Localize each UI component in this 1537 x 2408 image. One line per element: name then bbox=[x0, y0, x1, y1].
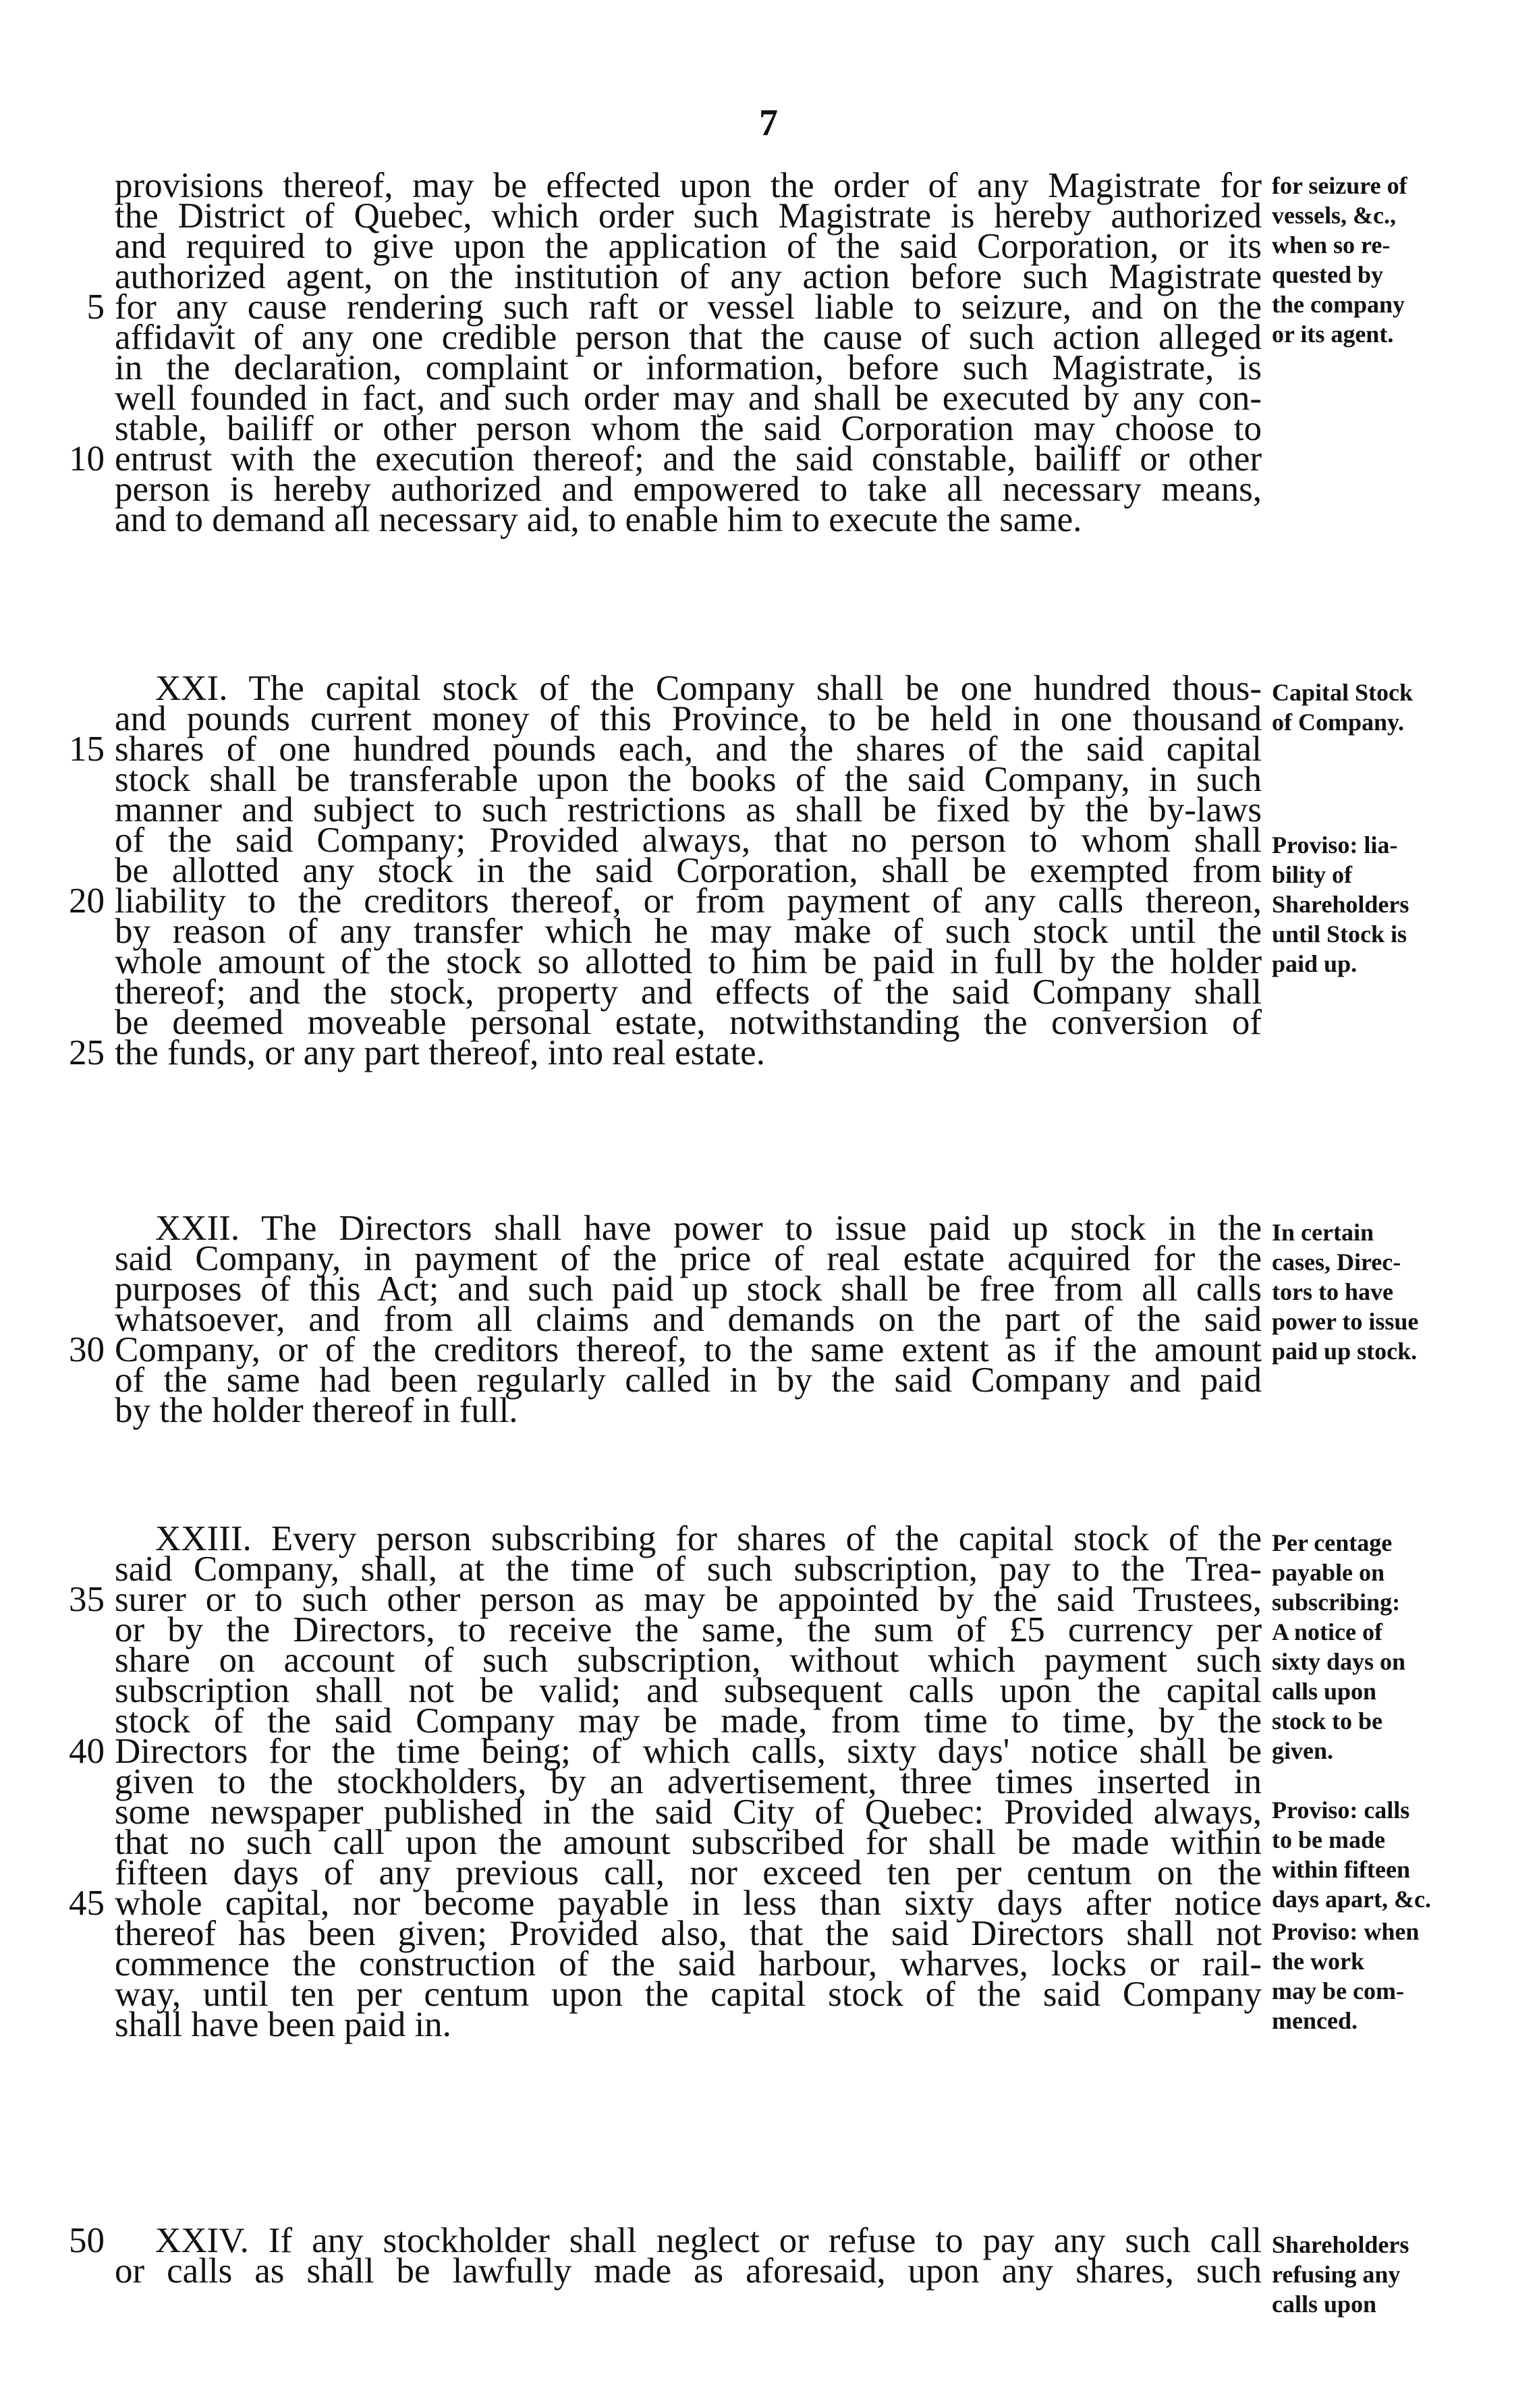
margin-note-line: when so re- bbox=[1272, 231, 1391, 258]
margin-note-line: may be com- bbox=[1272, 1977, 1404, 2004]
text-line: Company, or of the creditors thereof, to the same extent as if the amount bbox=[115, 1330, 1262, 1369]
text-line: be allotted any stock in the said Corporation, shall be exempted from bbox=[115, 851, 1262, 890]
text-line: of the same had been regularly called in by the said Company and paid bbox=[115, 1361, 1262, 1400]
text-line: whole amount of the stock so allotted to him be paid in full by the holder bbox=[115, 942, 1262, 981]
text-line: said Company, in payment of the price of real estate acquired for the bbox=[115, 1239, 1262, 1278]
text-line: authorized agent, on the institution of any action before such Magistrate bbox=[115, 257, 1262, 296]
margin-note-line: power to issue bbox=[1272, 1308, 1419, 1335]
line-number: 20 bbox=[69, 881, 105, 921]
margin-note-line: within fifteen bbox=[1272, 1856, 1410, 1883]
text-line: by reason of any transfer which he may make of such stock until the bbox=[115, 912, 1262, 951]
text-line: and to demand all necessary aid, to enable him to execute the same. bbox=[115, 500, 1082, 539]
line-number: 45 bbox=[69, 1884, 105, 1923]
margin-note-line: paid up. bbox=[1272, 950, 1358, 977]
text-line: whole capital, nor become payable in less than sixty days after notice bbox=[115, 1884, 1262, 1923]
margin-note-line: calls upon bbox=[1272, 1678, 1377, 1705]
margin-note-line: Capital Stock bbox=[1272, 679, 1414, 706]
text-line: manner and subject to such restrictions as shall be fixed by the by-laws bbox=[115, 790, 1262, 829]
margin-note-line: subscribing: bbox=[1272, 1589, 1401, 1616]
text-line: XXI. The capital stock of the Company shall be one hundred thous- bbox=[155, 669, 1262, 708]
text-line: affidavit of any one credible person that the cause of such action alleged bbox=[115, 318, 1262, 357]
text-line: in the declaration, complaint or information, before such Magistrate, is bbox=[115, 348, 1262, 387]
text-line: the funds, or any part thereof, into real estate. bbox=[115, 1033, 765, 1072]
margin-note-line: the work bbox=[1272, 1948, 1364, 1975]
text-line: said Company, shall, at the time of such subscription, pay to the Trea- bbox=[115, 1550, 1262, 1589]
margin-note-line: Proviso: when bbox=[1272, 1918, 1420, 1945]
text-line: thereof has been given; Provided also, that the said Directors shall not bbox=[115, 1914, 1262, 1953]
margin-note-line: bility of bbox=[1272, 861, 1353, 888]
margin-note-line: or its agent. bbox=[1272, 321, 1394, 348]
margin-note-line: vessels, &c., bbox=[1272, 202, 1396, 229]
margin-note-line: to be made bbox=[1272, 1826, 1385, 1853]
text-line: well founded in fact, and such order may and shall be executed by any con- bbox=[115, 379, 1262, 418]
text-line: stock of the said Company may be made, from time to time, by the bbox=[115, 1701, 1262, 1741]
margin-note-line: Per centage bbox=[1272, 1529, 1393, 1556]
margin-note bbox=[1272, 830, 1528, 979]
margin-note-line: Shareholders bbox=[1272, 891, 1409, 918]
margin-note bbox=[1272, 1528, 1528, 1766]
text-line: the District of Quebec, which order such Magistrate is hereby authorized bbox=[115, 196, 1262, 236]
margin-note-line: payable on bbox=[1272, 1559, 1385, 1586]
text-line: for any cause rendering such raft or vessel liable to seizure, and on the bbox=[115, 288, 1262, 327]
page-number: 7 bbox=[759, 102, 778, 144]
margin-note-line: menced. bbox=[1272, 2007, 1358, 2034]
text-line: and pounds current money of this Province, to be held in one thousand bbox=[115, 699, 1262, 738]
text-line: share on account of such subscription, without which payment such bbox=[115, 1641, 1262, 1680]
line-number: 50 bbox=[69, 2221, 105, 2260]
text-line: provisions thereof, may be effected upon the order of any Magistrate for bbox=[115, 166, 1262, 205]
line-number: 10 bbox=[69, 439, 105, 478]
margin-note bbox=[1272, 2230, 1528, 2319]
margin-note-line: Proviso: calls bbox=[1272, 1797, 1410, 1824]
text-line: XXII. The Directors shall have power to issue paid up stock in the bbox=[155, 1209, 1262, 1248]
text-line: shall have been paid in. bbox=[115, 2005, 451, 2044]
margin-note bbox=[1272, 1217, 1528, 1366]
text-line: be deemed moveable personal estate, notwithstanding the conversion of bbox=[115, 1003, 1262, 1042]
text-line: by the holder thereof in full. bbox=[115, 1391, 518, 1430]
text-line: liability to the creditors thereof, or from payment of any calls thereon, bbox=[115, 881, 1262, 921]
text-line: entrust with the execution thereof; and the said constable, bailiff or other bbox=[115, 439, 1262, 478]
text-line: stable, bailiff or other person whom the said Corporation may choose to bbox=[115, 409, 1262, 448]
margin-note-line: Proviso: lia- bbox=[1272, 831, 1398, 858]
margin-note bbox=[1272, 1795, 1528, 1914]
margin-note-line: until Stock is bbox=[1272, 921, 1407, 948]
margin-note-line: the company bbox=[1272, 291, 1405, 318]
text-line: that no such call upon the amount subscribed for shall be made within bbox=[115, 1823, 1262, 1862]
margin-note-line: paid up stock. bbox=[1272, 1338, 1418, 1365]
line-number: 25 bbox=[69, 1033, 105, 1072]
margin-note-line: sixty days on bbox=[1272, 1648, 1406, 1675]
text-line: fifteen days of any previous call, nor exceed ten per centum on the bbox=[115, 1853, 1262, 1892]
text-line: thereof; and the stock, property and effects of the said Company shall bbox=[115, 973, 1262, 1012]
margin-note-line: refusing any bbox=[1272, 2261, 1401, 2288]
text-line: of the said Company; Provided always, that no person to whom shall bbox=[115, 821, 1262, 860]
margin-note-line: Shareholders bbox=[1272, 2231, 1409, 2258]
margin-note bbox=[1272, 1917, 1528, 2035]
text-line: stock shall be transferable upon the books of the said Company, in such bbox=[115, 760, 1262, 799]
margin-note-line: stock to be bbox=[1272, 1707, 1382, 1734]
line-number: 5 bbox=[86, 288, 105, 327]
text-line: surer or to such other person as may be appointed by the said Trustees, bbox=[115, 1580, 1262, 1619]
text-line: subscription shall not be valid; and subsequent calls upon the capital bbox=[115, 1671, 1262, 1710]
line-number: 40 bbox=[69, 1732, 105, 1771]
text-line: purposes of this Act; and such paid up stock shall be free from all calls bbox=[115, 1269, 1262, 1309]
line-number: 15 bbox=[69, 730, 105, 769]
text-line: shares of one hundred pounds each, and the shares of the said capital bbox=[115, 730, 1262, 769]
text-line: given to the stockholders, by an advertisement, three times inserted in bbox=[115, 1762, 1262, 1801]
line-number: 30 bbox=[69, 1330, 105, 1369]
text-line: or by the Directors, to receive the same, the sum of £5 currency per bbox=[115, 1610, 1262, 1649]
margin-note-line: tors to have bbox=[1272, 1278, 1393, 1305]
text-line: some newspaper published in the said City of Quebec: Provided always, bbox=[115, 1793, 1262, 1832]
text-line: and required to give upon the application of the said Corporation, or its bbox=[115, 227, 1262, 266]
margin-note-line: cases, Direc- bbox=[1272, 1249, 1401, 1276]
text-line: or calls as shall be lawfully made as aforesaid, upon any shares, such bbox=[115, 2251, 1262, 2291]
margin-note-line: A notice of bbox=[1272, 1618, 1382, 1645]
text-line: whatsoever, and from all claims and demands on the part of the said bbox=[115, 1300, 1262, 1339]
text-line: commence the construction of the said harbour, wharves, locks or rail- bbox=[115, 1944, 1262, 1983]
text-line: XXIV. If any stockholder shall neglect or refuse to pay any such call bbox=[155, 2221, 1262, 2260]
margin-note-line: given. bbox=[1272, 1737, 1334, 1764]
text-line: person is hereby authorized and empowered to take all necessary means, bbox=[115, 470, 1262, 509]
margin-note bbox=[1272, 678, 1528, 737]
margin-note-line: quested by bbox=[1272, 261, 1384, 288]
line-number: 35 bbox=[69, 1580, 105, 1619]
margin-note-line: days apart, &c. bbox=[1272, 1886, 1431, 1913]
margin-note bbox=[1272, 171, 1528, 349]
margin-note-line: for seizure of bbox=[1272, 172, 1407, 199]
text-line: XXIII. Every person subscribing for shares of the capital stock of the bbox=[155, 1519, 1262, 1558]
margin-note-line: In certain bbox=[1272, 1219, 1374, 1246]
text-line: way, until ten per centum upon the capital stock of the said Company bbox=[115, 1975, 1262, 2014]
margin-note-line: calls upon bbox=[1272, 2291, 1377, 2318]
margin-note-line: of Company. bbox=[1272, 709, 1405, 736]
text-line: Directors for the time being; of which calls, sixty days' notice shall be bbox=[115, 1732, 1262, 1771]
